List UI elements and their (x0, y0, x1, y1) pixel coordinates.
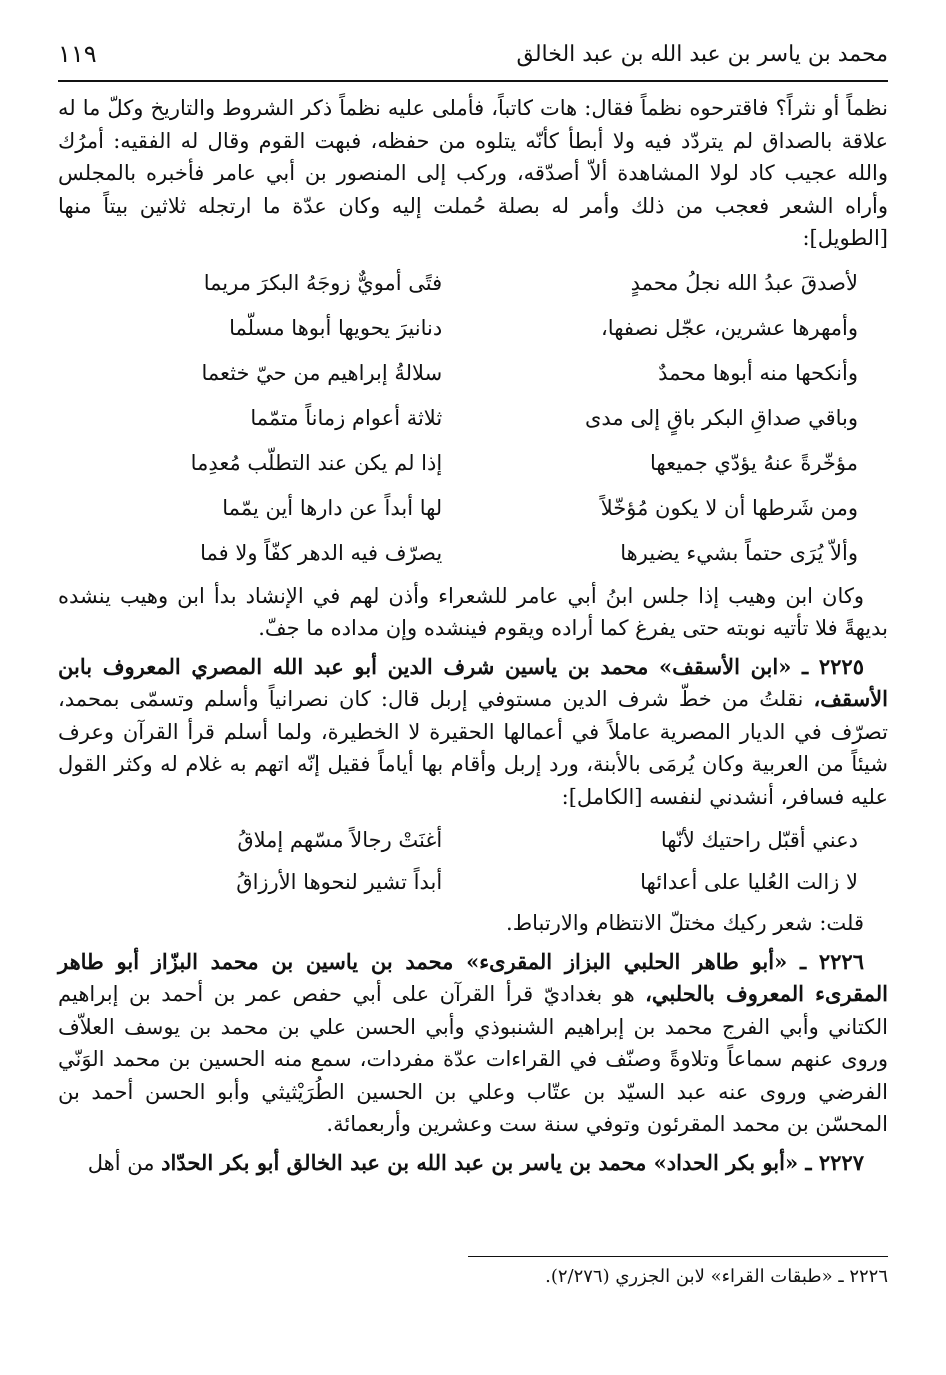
running-title: محمد بن ياسر بن عبد الله بن عبد الخالق (516, 41, 888, 67)
verse (88, 261, 858, 306)
first-hemistich: وأمهرها عشرين، عجّل نصفها، (601, 315, 858, 340)
first-hemistich: ومن شَرطها أن لا يكون مُؤخّلاً (600, 495, 858, 520)
first-hemistich: لأصدقَ عبدُ الله نجلُ محمدٍ (630, 270, 858, 295)
verse (88, 306, 858, 351)
second-hemistich: سلالةُ إبراهيم من حيّ خثعما (201, 360, 443, 385)
first-hemistich: مؤخّرةً عنهُ يؤدّي جميعها (650, 450, 858, 475)
entry-text: هو بغداديّ قرأ القرآن على أبي حفص عمر بن أحمد بن إبراهيم الكتاني وأبي الفرج محمد بن إبراهيم الشنبوذي وأبي الحسن علي بن محمد بن يوسف العلاّف وروى عنهم سماعاً وتلاوةً وصنّف في القراءات عدّة مفردات، سمع منه الحسين بن محمد الوَنّي الفرضي وروى عنه عبد السيّد بن عتّاب وعلي بن الحسين الطُرَيْثيثي وأبو الحسن أحمد بن المحسّن بن محمد المقرئون وتوفي سنة ست وعشرين وأربعمائة. (58, 982, 888, 1136)
verse (88, 441, 858, 486)
first-hemistich: لا زالت العُليا على أعدائها (640, 869, 858, 894)
main-text (58, 92, 888, 1179)
entry-2227 (58, 1147, 888, 1180)
entry-2225 (58, 651, 888, 814)
entry-heading: ٢٢٢٥ ـ «ابن الأسقف» محمد بن ياسين شرف الدين أبو عبد الله المصري المعروف بابن الأسقف، (58, 653, 888, 711)
second-hemistich: إذا لم يكن عند التطلّب مُعدِما (190, 450, 443, 475)
header-divider (58, 80, 888, 82)
first-hemistich: دعني أقبّل راحتيك لأنّها (660, 827, 858, 852)
second-hemistich: أبداً تشير لنحوها الأرزاقُ (236, 869, 443, 894)
entry-text: نقلتُ من خطّ شرف الدين مستوفي إربل قال: كان نصرانياً وأسلم وتسمّى بمحمد، تصرّف في الديار المصرية عاملاً في أعمالها الحقيرة لا الخطيرة، ولما أسلم قرأ القرآن وعرف شيئاً من العربية وكان يُرمَى بالأبنة، ورد إربل وأقام بها أياماً فقيل إنّه اتهم به غلام له وكثر القول عليه فسافر، أنشدني لنفسه [الكامل]: (58, 687, 888, 809)
remark: قلت: شعر ركيك مختلّ الانتظام والارتباط. (506, 911, 864, 935)
second-hemistich: ثلاثة أعوام زماناً متمّما (250, 405, 443, 430)
entry-heading: ٢٢٢٧ ـ «أبو بكر الحداد» محمد بن ياسر بن عبد الله بن عبد الخالق أبو بكر الحدّاد (161, 1149, 864, 1175)
verse (88, 861, 858, 903)
verse (88, 351, 858, 396)
entry-text: من أهل (87, 1150, 155, 1175)
intro-paragraph: نظماً أو نثراً؟ فاقترحوه نظماً فقال: هات كاتباً، فأملى عليه نظماً ذكر الشروط والتاريخ وكلّ ما له علاقة بالصداق لم يتردّد فيه ولا أبطأ كأنّه يتلوه من حفظه، فبهت القوم وقال له الفقيه: أمرُك والله عجيب كاد لولا المشاهدة ألاّ أصدّقه، وركب إلى المنصور بن أبي عامر فأخبره بالمجلس وأراه الشعر فعجب من ذلك وأمر له بصلة حُملت إليه وكان عدّة ما ارتجله ثلاثين بيتاً منها [الطويل]: (58, 96, 888, 250)
entry-2226 (58, 946, 888, 1141)
poem-kamil (88, 819, 858, 903)
first-hemistich: وباقي صداقِ البكر باقٍ إلى مدى (584, 405, 858, 430)
entry-heading: ٢٢٢٦ ـ «أبو طاهر الحلبي البزاز المقرىء» محمد بن ياسين بن محمد البزّاز أبو طاهر المقرىء المعروف بالحلبي، (58, 948, 888, 1006)
footnote-divider (468, 1256, 888, 1257)
after-poem-paragraph: وكان ابن وهيب إذا جلس ابنُ أبي عامر للشعراء وأذن لهم في الإنشاد بدأ ابن وهيب ينشده بديهةً فلا تأتيه نوبته حتى يفرغ كما أراده ويقوم فينشده وإن مداده ما جفّ. (58, 583, 888, 640)
second-hemistich: فتًى أمويٌّ زوجَهُ البكرَ مريما (203, 270, 443, 295)
second-hemistich: أغنَتْ رجالاً مسّهم إملاقُ (237, 827, 443, 852)
second-hemistich: يصرّف فيه الدهر كفّاً ولا فما (200, 540, 443, 565)
verse (88, 819, 858, 861)
poem-tawil (88, 261, 858, 576)
first-hemistich: وألاّ يُرَى حتماً بشيء يضيرها (620, 540, 858, 565)
verse (88, 531, 858, 576)
verse (88, 396, 858, 441)
running-header (58, 30, 888, 78)
footnote: ٢٢٢٦ ـ «طبقات القراء» لابن الجزري (٢/٢٧٦). (545, 1266, 888, 1287)
first-hemistich: وأنكحها منه أبوها محمدٌ (658, 360, 858, 385)
second-hemistich: دنانيرَ يحويها أبوها مسلّما (229, 315, 443, 340)
page-number: ١١٩ (58, 40, 97, 68)
verse (88, 486, 858, 531)
second-hemistich: لها أبداً عن دارها أين يمّما (222, 495, 443, 520)
